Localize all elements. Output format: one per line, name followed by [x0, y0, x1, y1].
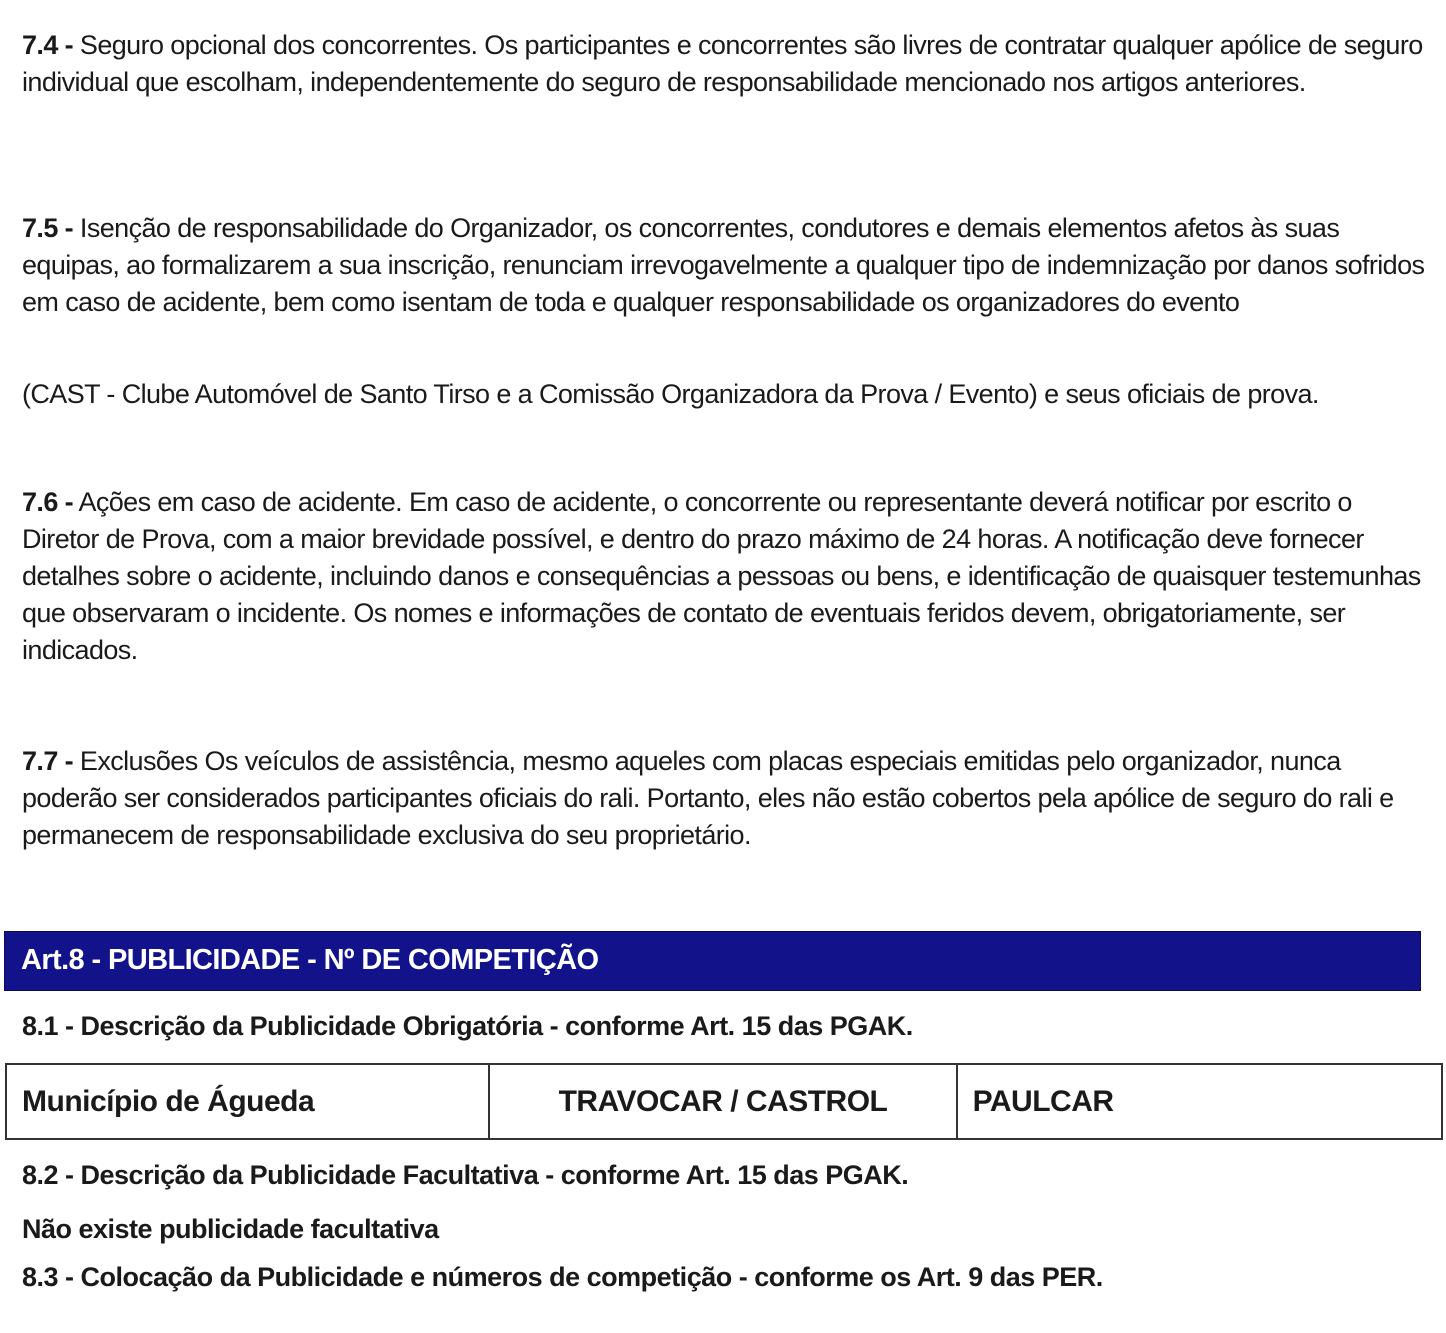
- article-8-header-bar: [4, 931, 1421, 991]
- clause-number: 7.6 -: [22, 487, 74, 517]
- paragraph-7-6: [22, 484, 1432, 669]
- subsection-8-3-heading: 8.3 - Colocação da Publicidade e números de competição - conforme os Art. 9 das PER.: [22, 1262, 1103, 1292]
- clause-number: 7.4 -: [22, 30, 74, 60]
- sponsor-cell: Município de Águeda: [6, 1064, 489, 1139]
- mandatory-advertising-table: [5, 1063, 1443, 1140]
- clause-text: Seguro opcional dos concorrentes. Os participantes e concorrentes são livres de contratar qualquer apólice de seguro individual que escolham, independentemente do seguro de responsabilidade mencionado nos artigos anteriores.: [22, 30, 1423, 97]
- subsection-8-1-heading: 8.1 - Descrição da Publicidade Obrigatória - conforme Art. 15 das PGAK.: [22, 1011, 913, 1041]
- paragraph-7-7: [22, 743, 1432, 854]
- clause-number: 7.5 -: [22, 213, 74, 243]
- table-row: [6, 1064, 1442, 1139]
- sponsor-cell: TRAVOCAR / CASTROL: [489, 1064, 956, 1139]
- optional-advertising-note: Não existe publicidade facultativa: [22, 1214, 439, 1244]
- clause-text: Isenção de responsabilidade do Organizador, os concorrentes, condutores e demais elementos afetos às suas equipas, ao formalizarem a sua inscrição, renunciam irrevogavelmente a qualquer tipo de indemnização por danos sofridos em caso de acidente, bem como isentam de toda e qualquer responsabilidade os organizadores do evento: [22, 213, 1425, 317]
- subsection-8-2-heading: 8.2 - Descrição da Publicidade Facultativa - conforme Art. 15 das PGAK.: [22, 1160, 909, 1190]
- paragraph-7-5: [22, 210, 1432, 321]
- paragraph-7-4: [22, 27, 1432, 101]
- clause-text: Exclusões Os veículos de assistência, mesmo aqueles com placas especiais emitidas pelo organizador, nunca poderão ser considerados participantes oficiais do rali. Portanto, eles não estão cobertos pela apólice de seguro do rali e permanecem de responsabilidade exclusiva do seu proprietário.: [22, 746, 1394, 850]
- sponsor-cell: PAULCAR: [957, 1064, 1442, 1139]
- article-8-title: Art.8 - PUBLICIDADE - Nº DE COMPETIÇÃO: [21, 944, 599, 976]
- clause-number: 7.7 -: [22, 746, 74, 776]
- paragraph-7-5-continuation: [22, 376, 1432, 413]
- clause-text: (CAST - Clube Automóvel de Santo Tirso e a Comissão Organizadora da Prova / Evento) e seus oficiais de prova.: [22, 379, 1319, 409]
- clause-text: Ações em caso de acidente. Em caso de acidente, o concorrente ou representante deverá notificar por escrito o Diretor de Prova, com a maior brevidade possível, e dentro do prazo máximo de 24 horas. A notificação deve fornecer detalhes sobre o acidente, incluindo danos e consequências a pessoas ou bens, e identificação de quaisquer testemunhas que observaram o incidente. Os nomes e informações de contato de eventuais feridos devem, obrigatoriamente, ser indicados.: [22, 487, 1421, 665]
